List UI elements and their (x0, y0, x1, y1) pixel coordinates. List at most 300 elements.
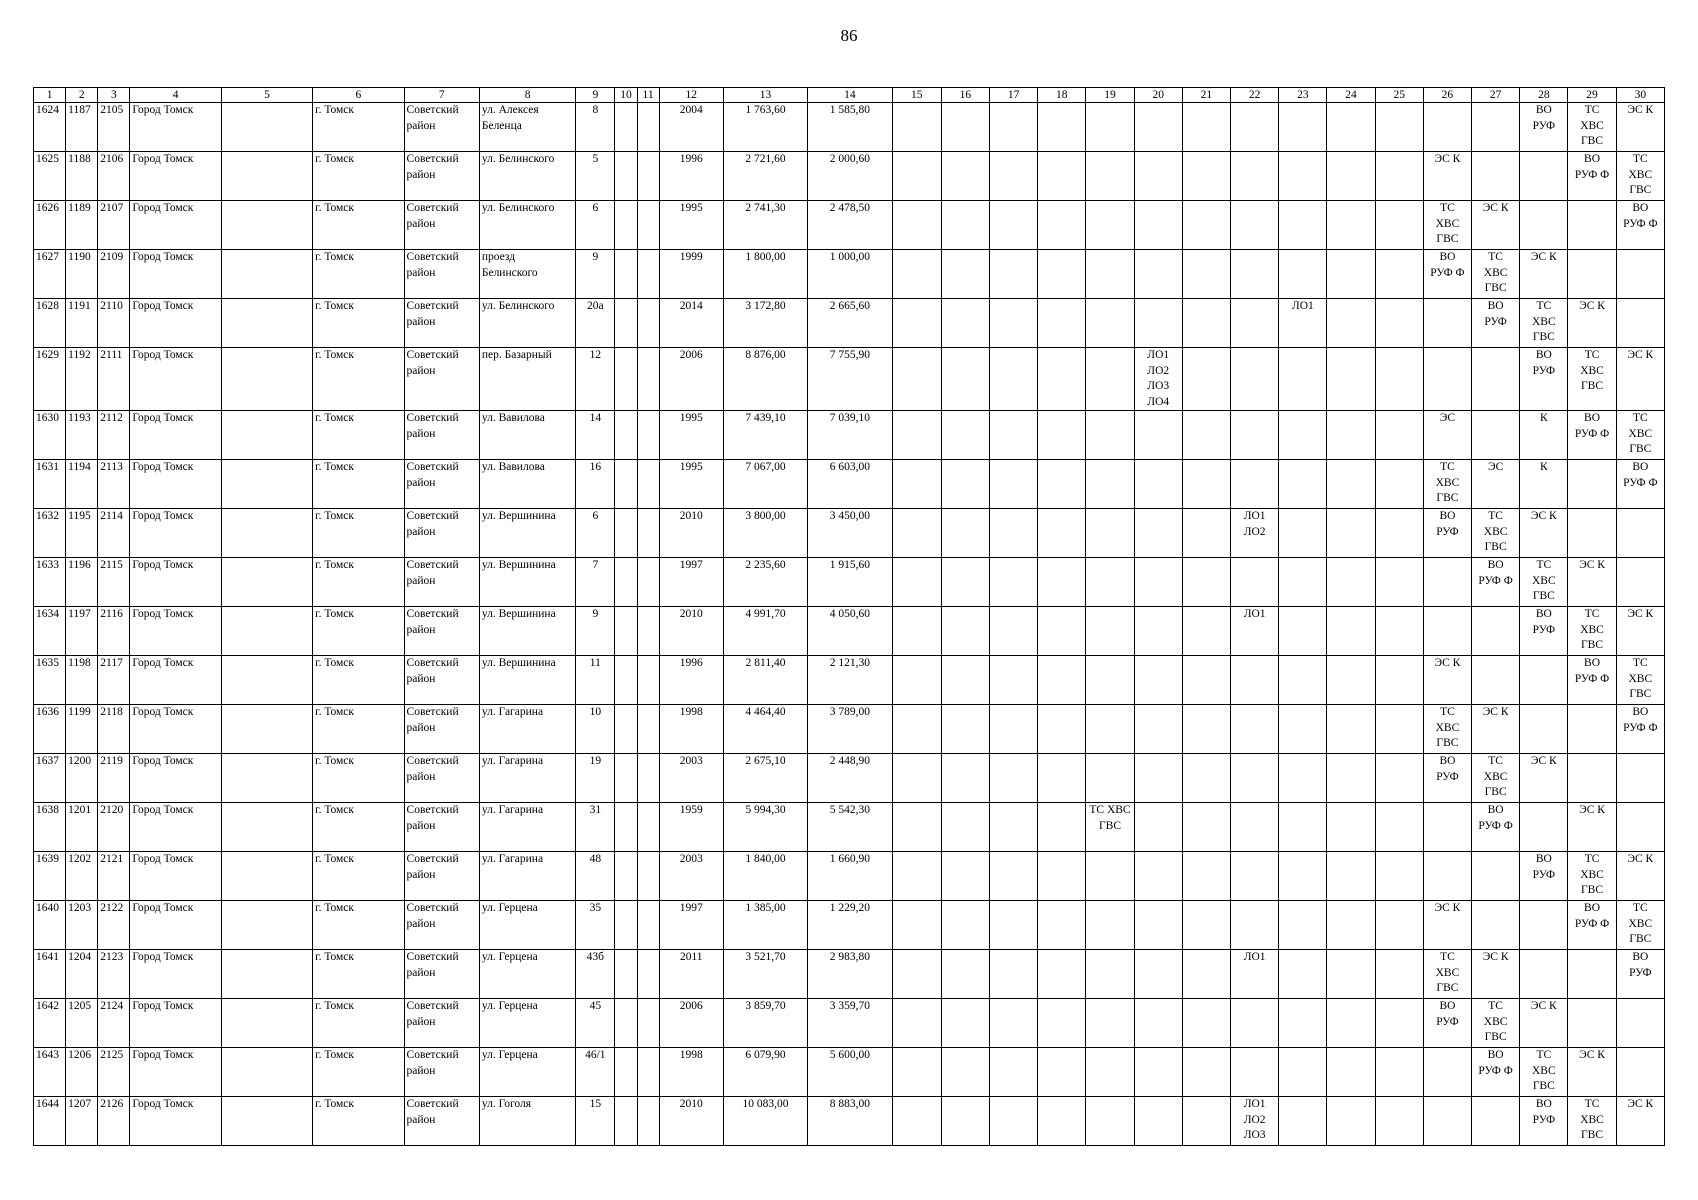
cell-col-24 (1327, 901, 1375, 950)
cell-col-26: ЭС К (1423, 901, 1471, 950)
cell-col-23 (1279, 1048, 1327, 1097)
cell-col-23 (1279, 852, 1327, 901)
cell-col-25 (1375, 803, 1423, 852)
cell-col-15 (892, 411, 941, 460)
cell-col-25 (1375, 152, 1423, 201)
cell-col-18 (1038, 460, 1086, 509)
cell-col-22 (1231, 558, 1279, 607)
cell-area-total: 2 811,40 (723, 656, 807, 705)
cell-col-26: ТС ХВС ГВС (1423, 201, 1471, 250)
cell-col-20 (1134, 901, 1182, 950)
cell-col-11 (637, 607, 659, 656)
cell-year: 2003 (659, 754, 723, 803)
column-header-13: 13 (723, 88, 807, 103)
cell-col-19 (1086, 201, 1134, 250)
cell-col-22 (1231, 656, 1279, 705)
cell-col-11 (637, 852, 659, 901)
cell-col-17 (990, 1097, 1038, 1146)
cell-street: ул. Гагарина (479, 754, 575, 803)
cell-col-19 (1086, 152, 1134, 201)
cell-col-28: К (1520, 460, 1568, 509)
cell-municipality: Город Томск (130, 250, 221, 299)
cell-col-17 (990, 103, 1038, 152)
cell-col-17 (990, 950, 1038, 999)
cell-col-22 (1231, 250, 1279, 299)
table-row (34, 950, 1665, 999)
column-header-18: 18 (1038, 88, 1086, 103)
cell-col-29: ВО РУФ Ф (1568, 901, 1616, 950)
cell-col-15 (892, 299, 941, 348)
cell-id-1: 1199 (66, 705, 98, 754)
cell-municipality: Город Томск (130, 901, 221, 950)
cell-col-28: ТС ХВС ГВС (1520, 558, 1568, 607)
cell-col-19 (1086, 1097, 1134, 1146)
cell-area-total: 7 439,10 (723, 411, 807, 460)
cell-col-27: ЭС (1472, 460, 1520, 509)
cell-col-25 (1375, 950, 1423, 999)
cell-year: 2011 (659, 950, 723, 999)
column-header-26: 26 (1423, 88, 1471, 103)
cell-row-no: 1638 (34, 803, 66, 852)
cell-col-30: ЭС К (1616, 607, 1664, 656)
cell-col-28 (1520, 656, 1568, 705)
cell-district: Советский район (404, 411, 479, 460)
cell-col-22: ЛО1 (1231, 950, 1279, 999)
cell-col-28: ТС ХВС ГВС (1520, 1048, 1568, 1097)
cell-col-5 (221, 656, 312, 705)
cell-col-10 (615, 901, 637, 950)
cell-area-total: 3 521,70 (723, 950, 807, 999)
cell-col-30: ВО РУФ Ф (1616, 705, 1664, 754)
cell-col-26 (1423, 852, 1471, 901)
column-header-23: 23 (1279, 88, 1327, 103)
cell-col-30: ВО РУФ Ф (1616, 460, 1664, 509)
cell-id-1: 1195 (66, 509, 98, 558)
cell-col-5 (221, 411, 312, 460)
cell-col-25 (1375, 348, 1423, 411)
cell-col-16 (941, 103, 989, 152)
cell-col-25 (1375, 460, 1423, 509)
cell-municipality: Город Томск (130, 1097, 221, 1146)
cell-id-1: 1189 (66, 201, 98, 250)
cell-col-28 (1520, 950, 1568, 999)
cell-col-22 (1231, 705, 1279, 754)
cell-col-5 (221, 803, 312, 852)
cell-col-11 (637, 558, 659, 607)
cell-col-30: ВО РУФ Ф (1616, 201, 1664, 250)
cell-col-11 (637, 754, 659, 803)
cell-col-18 (1038, 509, 1086, 558)
cell-col-11 (637, 656, 659, 705)
cell-locality: г. Томск (313, 852, 404, 901)
cell-year: 1959 (659, 803, 723, 852)
cell-col-22 (1231, 754, 1279, 803)
cell-municipality: Город Томск (130, 348, 221, 411)
cell-year: 2006 (659, 999, 723, 1048)
cell-col-16 (941, 852, 989, 901)
cell-street: ул. Вершинина (479, 607, 575, 656)
cell-col-28: ВО РУФ (1520, 348, 1568, 411)
cell-id-1: 1190 (66, 250, 98, 299)
cell-col-5 (221, 250, 312, 299)
cell-area-living: 5 600,00 (808, 1048, 892, 1097)
cell-col-28: ЭС К (1520, 754, 1568, 803)
cell-col-25 (1375, 852, 1423, 901)
cell-district: Советский район (404, 250, 479, 299)
cell-col-17 (990, 152, 1038, 201)
cell-id-2: 2119 (98, 754, 130, 803)
cell-col-23 (1279, 754, 1327, 803)
cell-col-28: ВО РУФ (1520, 852, 1568, 901)
cell-col-25 (1375, 656, 1423, 705)
cell-col-27: ВО РУФ Ф (1472, 1048, 1520, 1097)
cell-house: 11 (576, 656, 615, 705)
cell-col-16 (941, 299, 989, 348)
cell-col-24 (1327, 152, 1375, 201)
cell-area-total: 10 083,00 (723, 1097, 807, 1146)
cell-col-10 (615, 152, 637, 201)
cell-col-23 (1279, 999, 1327, 1048)
cell-col-11 (637, 348, 659, 411)
cell-locality: г. Томск (313, 950, 404, 999)
cell-municipality: Город Томск (130, 950, 221, 999)
cell-col-24 (1327, 509, 1375, 558)
cell-id-2: 2112 (98, 411, 130, 460)
cell-street: ул. Герцена (479, 1048, 575, 1097)
cell-col-15 (892, 152, 941, 201)
cell-street: ул. Гоголя (479, 1097, 575, 1146)
cell-col-21 (1182, 1048, 1230, 1097)
cell-col-24 (1327, 754, 1375, 803)
cell-col-29 (1568, 999, 1616, 1048)
column-header-21: 21 (1182, 88, 1230, 103)
cell-col-20 (1134, 250, 1182, 299)
cell-col-24 (1327, 201, 1375, 250)
table-row (34, 852, 1665, 901)
cell-id-1: 1188 (66, 152, 98, 201)
cell-col-10 (615, 250, 637, 299)
cell-col-19 (1086, 705, 1134, 754)
cell-col-16 (941, 460, 989, 509)
cell-col-17 (990, 460, 1038, 509)
cell-col-21 (1182, 754, 1230, 803)
cell-col-19 (1086, 558, 1134, 607)
cell-col-26: ЭС К (1423, 656, 1471, 705)
cell-col-30 (1616, 558, 1664, 607)
cell-col-10 (615, 999, 637, 1048)
table-row (34, 509, 1665, 558)
cell-col-23 (1279, 558, 1327, 607)
cell-col-21 (1182, 803, 1230, 852)
cell-col-5 (221, 103, 312, 152)
cell-col-17 (990, 803, 1038, 852)
cell-col-30 (1616, 999, 1664, 1048)
cell-locality: г. Томск (313, 103, 404, 152)
cell-col-17 (990, 705, 1038, 754)
cell-col-15 (892, 348, 941, 411)
cell-street: ул. Вершинина (479, 509, 575, 558)
cell-col-29 (1568, 250, 1616, 299)
cell-col-24 (1327, 411, 1375, 460)
cell-col-30: ЭС К (1616, 852, 1664, 901)
cell-house: 7 (576, 558, 615, 607)
cell-col-26: ВО РУФ Ф (1423, 250, 1471, 299)
cell-municipality: Город Томск (130, 1048, 221, 1097)
cell-col-16 (941, 803, 989, 852)
cell-area-living: 2 000,60 (808, 152, 892, 201)
cell-col-24 (1327, 460, 1375, 509)
cell-col-21 (1182, 705, 1230, 754)
cell-col-11 (637, 950, 659, 999)
cell-col-28 (1520, 201, 1568, 250)
cell-col-10 (615, 299, 637, 348)
cell-col-19 (1086, 901, 1134, 950)
cell-col-11 (637, 901, 659, 950)
cell-col-16 (941, 509, 989, 558)
cell-col-26: ЭС К (1423, 152, 1471, 201)
cell-col-16 (941, 152, 989, 201)
cell-col-23 (1279, 705, 1327, 754)
cell-municipality: Город Томск (130, 754, 221, 803)
cell-col-18 (1038, 411, 1086, 460)
cell-col-23 (1279, 901, 1327, 950)
cell-col-10 (615, 705, 637, 754)
cell-house: 20а (576, 299, 615, 348)
cell-year: 1996 (659, 656, 723, 705)
cell-year: 1995 (659, 460, 723, 509)
cell-col-24 (1327, 558, 1375, 607)
cell-area-living: 2 448,90 (808, 754, 892, 803)
cell-col-15 (892, 705, 941, 754)
cell-area-total: 3 172,80 (723, 299, 807, 348)
cell-col-22: ЛО1 ЛО2 ЛО3 (1231, 1097, 1279, 1146)
cell-id-2: 2109 (98, 250, 130, 299)
cell-district: Советский район (404, 999, 479, 1048)
cell-col-28: К (1520, 411, 1568, 460)
cell-col-15 (892, 250, 941, 299)
cell-row-no: 1633 (34, 558, 66, 607)
table-row (34, 999, 1665, 1048)
column-header-8: 8 (479, 88, 575, 103)
cell-col-26: ТС ХВС ГВС (1423, 705, 1471, 754)
cell-col-24 (1327, 1097, 1375, 1146)
column-header-15: 15 (892, 88, 941, 103)
cell-col-28 (1520, 901, 1568, 950)
cell-col-23 (1279, 201, 1327, 250)
cell-col-10 (615, 201, 637, 250)
cell-locality: г. Томск (313, 803, 404, 852)
cell-col-29 (1568, 509, 1616, 558)
cell-municipality: Город Томск (130, 558, 221, 607)
cell-col-25 (1375, 558, 1423, 607)
cell-col-29 (1568, 705, 1616, 754)
cell-id-1: 1192 (66, 348, 98, 411)
cell-col-17 (990, 901, 1038, 950)
cell-district: Советский район (404, 299, 479, 348)
cell-col-22 (1231, 103, 1279, 152)
cell-col-30 (1616, 1048, 1664, 1097)
cell-area-total: 1 840,00 (723, 852, 807, 901)
cell-col-11 (637, 250, 659, 299)
cell-col-10 (615, 558, 637, 607)
cell-col-21 (1182, 299, 1230, 348)
cell-locality: г. Томск (313, 705, 404, 754)
cell-col-20 (1134, 103, 1182, 152)
cell-col-20 (1134, 201, 1182, 250)
cell-col-19 (1086, 852, 1134, 901)
cell-col-23 (1279, 656, 1327, 705)
cell-col-16 (941, 411, 989, 460)
cell-col-30 (1616, 803, 1664, 852)
column-header-27: 27 (1472, 88, 1520, 103)
cell-col-15 (892, 901, 941, 950)
cell-col-28 (1520, 803, 1568, 852)
cell-col-22 (1231, 999, 1279, 1048)
cell-col-23: ЛО1 (1279, 299, 1327, 348)
cell-col-20 (1134, 607, 1182, 656)
cell-col-27: ВО РУФ Ф (1472, 803, 1520, 852)
cell-col-11 (637, 103, 659, 152)
cell-col-17 (990, 348, 1038, 411)
cell-col-19 (1086, 1048, 1134, 1097)
cell-col-26 (1423, 103, 1471, 152)
cell-row-no: 1630 (34, 411, 66, 460)
cell-col-26: ВО РУФ (1423, 509, 1471, 558)
cell-col-24 (1327, 250, 1375, 299)
cell-id-2: 2114 (98, 509, 130, 558)
cell-col-29: ВО РУФ Ф (1568, 411, 1616, 460)
cell-col-25 (1375, 1097, 1423, 1146)
cell-id-2: 2120 (98, 803, 130, 852)
table-body (34, 103, 1665, 1146)
cell-col-17 (990, 509, 1038, 558)
cell-street: пер. Базарный (479, 348, 575, 411)
cell-area-total: 3 859,70 (723, 999, 807, 1048)
table-row (34, 656, 1665, 705)
cell-col-18 (1038, 999, 1086, 1048)
cell-municipality: Город Томск (130, 607, 221, 656)
cell-col-10 (615, 348, 637, 411)
cell-col-27: ЭС К (1472, 201, 1520, 250)
cell-id-2: 2126 (98, 1097, 130, 1146)
cell-col-20 (1134, 509, 1182, 558)
cell-col-29: ЭС К (1568, 299, 1616, 348)
cell-area-living: 1 660,90 (808, 852, 892, 901)
cell-year: 2010 (659, 509, 723, 558)
header-row (34, 88, 1665, 103)
cell-street: ул. Герцена (479, 999, 575, 1048)
cell-year: 1995 (659, 201, 723, 250)
column-header-17: 17 (990, 88, 1038, 103)
cell-col-15 (892, 558, 941, 607)
cell-locality: г. Томск (313, 411, 404, 460)
column-header-10: 10 (615, 88, 637, 103)
cell-street: ул. Гагарина (479, 852, 575, 901)
cell-house: 6 (576, 201, 615, 250)
cell-district: Советский район (404, 705, 479, 754)
cell-col-16 (941, 201, 989, 250)
table-row (34, 1048, 1665, 1097)
cell-col-30 (1616, 509, 1664, 558)
cell-col-21 (1182, 607, 1230, 656)
cell-col-5 (221, 1097, 312, 1146)
cell-id-2: 2111 (98, 348, 130, 411)
cell-area-living: 3 450,00 (808, 509, 892, 558)
cell-area-living: 4 050,60 (808, 607, 892, 656)
cell-col-27: ТС ХВС ГВС (1472, 250, 1520, 299)
cell-col-26 (1423, 299, 1471, 348)
cell-area-total: 4 464,40 (723, 705, 807, 754)
cell-col-30: ЭС К (1616, 103, 1664, 152)
cell-col-28: ВО РУФ (1520, 607, 1568, 656)
cell-area-living: 1 229,20 (808, 901, 892, 950)
table-row (34, 754, 1665, 803)
cell-area-living: 8 883,00 (808, 1097, 892, 1146)
cell-col-18 (1038, 1097, 1086, 1146)
cell-col-26 (1423, 558, 1471, 607)
cell-col-15 (892, 656, 941, 705)
cell-area-total: 4 991,70 (723, 607, 807, 656)
cell-col-23 (1279, 509, 1327, 558)
column-header-24: 24 (1327, 88, 1375, 103)
cell-col-19 (1086, 999, 1134, 1048)
cell-street: ул. Алексея Беленца (479, 103, 575, 152)
cell-district: Советский район (404, 1097, 479, 1146)
cell-col-22: ЛО1 (1231, 607, 1279, 656)
cell-col-10 (615, 103, 637, 152)
cell-col-21 (1182, 152, 1230, 201)
cell-col-27: ВО РУФ (1472, 299, 1520, 348)
cell-year: 1997 (659, 901, 723, 950)
cell-municipality: Город Томск (130, 803, 221, 852)
cell-col-5 (221, 999, 312, 1048)
cell-id-1: 1187 (66, 103, 98, 152)
cell-street: ул. Вершинина (479, 656, 575, 705)
cell-col-27: ЭС К (1472, 950, 1520, 999)
cell-col-15 (892, 509, 941, 558)
cell-col-16 (941, 999, 989, 1048)
cell-col-29: ТС ХВС ГВС (1568, 348, 1616, 411)
cell-col-16 (941, 1048, 989, 1097)
cell-house: 5 (576, 152, 615, 201)
cell-col-24 (1327, 803, 1375, 852)
cell-district: Советский район (404, 754, 479, 803)
cell-district: Советский район (404, 509, 479, 558)
cell-id-2: 2116 (98, 607, 130, 656)
table-row (34, 348, 1665, 411)
cell-row-no: 1641 (34, 950, 66, 999)
column-header-19: 19 (1086, 88, 1134, 103)
cell-col-27: ТС ХВС ГВС (1472, 754, 1520, 803)
cell-col-19: ТС ХВС ГВС (1086, 803, 1134, 852)
cell-col-26: ЭС (1423, 411, 1471, 460)
cell-col-11 (637, 152, 659, 201)
cell-col-23 (1279, 1097, 1327, 1146)
cell-area-total: 5 994,30 (723, 803, 807, 852)
cell-col-5 (221, 558, 312, 607)
cell-col-23 (1279, 607, 1327, 656)
cell-municipality: Город Томск (130, 656, 221, 705)
cell-col-23 (1279, 152, 1327, 201)
cell-col-27 (1472, 852, 1520, 901)
cell-locality: г. Томск (313, 999, 404, 1048)
cell-year: 1997 (659, 558, 723, 607)
cell-col-26 (1423, 803, 1471, 852)
cell-col-18 (1038, 299, 1086, 348)
cell-municipality: Город Томск (130, 411, 221, 460)
cell-col-16 (941, 901, 989, 950)
cell-col-26: ВО РУФ (1423, 999, 1471, 1048)
